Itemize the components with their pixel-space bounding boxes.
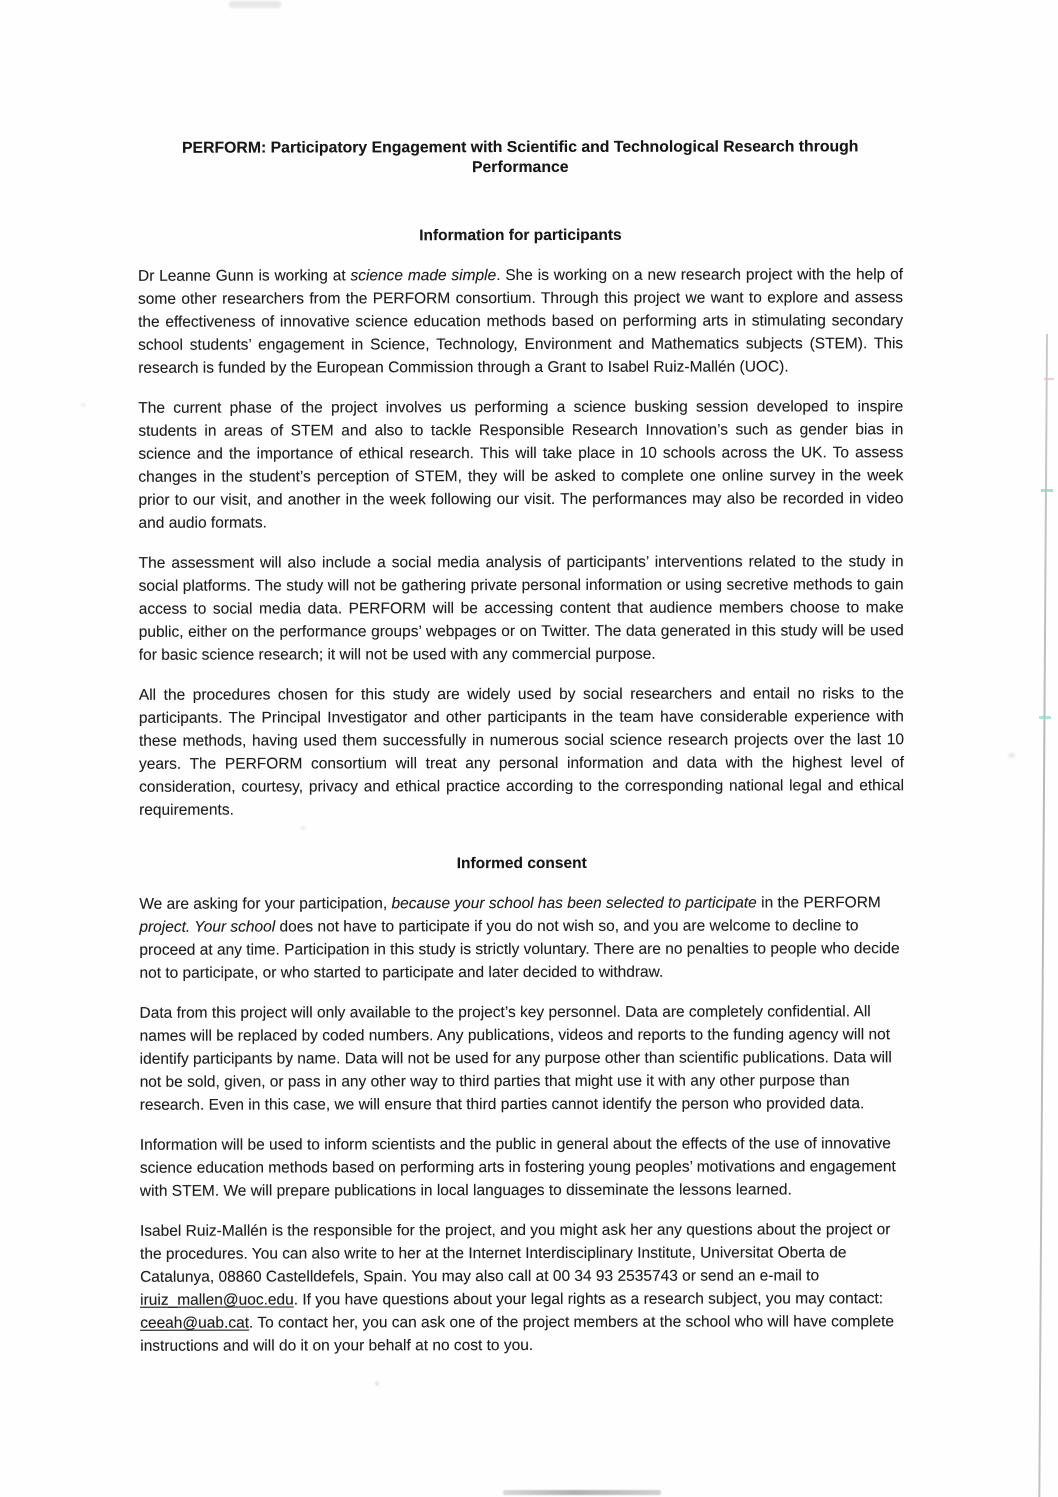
- paragraph-group: [139, 891, 905, 1358]
- paragraph-text: . To contact her, you can ask one of the project members at the school who will have complete instructions and will do it on your behalf at no cost to you.: [140, 1313, 895, 1355]
- paragraph: [139, 682, 904, 822]
- scan-tick-pink: [1044, 378, 1054, 380]
- paragraph-text: in the PERFORM: [756, 894, 881, 912]
- scan-speck: [375, 1381, 379, 1386]
- paragraph-text: . If you have questions about your legal rights as a research subject, you may contact:: [293, 1290, 884, 1309]
- document-title: PERFORM: Participatory Engagement with Scientific and Technological Research through Performance: [181, 138, 859, 177]
- paragraph-text: The current phase of the project involves us performing a science busking session developed to inspire students in areas of STEM and also to tackle Responsible Research Innovation’s such as gender bias in science and the importance of ethical research. This will take place in 10 schools across the UK. To assess changes in the student’s perception of STEM, they will be asked to complete one online survey in the week prior to our visit, and another in the week following our visit. The performances may also be recorded in video and audio formats.: [138, 398, 904, 532]
- document-content: [138, 137, 906, 1375]
- paragraph: [138, 395, 903, 535]
- paragraph: [138, 263, 903, 380]
- paragraph: [139, 891, 904, 985]
- scan-speck: [80, 403, 86, 407]
- scan-tick-teal: [1039, 716, 1051, 719]
- paragraph: [140, 1000, 905, 1117]
- scan-speck: [1008, 753, 1015, 758]
- paragraph: [140, 1218, 905, 1358]
- scan-page-edge-line: [1038, 334, 1048, 1497]
- section-information-for-participants: [138, 223, 904, 822]
- paragraph-text: science made simple: [350, 267, 497, 285]
- paragraph: [140, 1132, 905, 1203]
- paragraph-text: project. Your school: [139, 918, 276, 936]
- email-address-underlined: iruiz_mallen@uoc.edu: [140, 1291, 294, 1309]
- paragraph-text: Isabel Ruiz-Mallén is the responsible for the project, and you might ask her any questions about the project or the procedures. You can also write to her at the Internet Interdisciplinary Institute, Universitat Oberta de Catalunya, 08860 Castelldefels, Spain. You may also call at 00 34 93 2535743 or send an e-mail to: [139, 1221, 891, 1286]
- paragraph-text: Information will be used to inform scientists and the public in general about the effects of the use of innovative science education methods based on performing arts in fostering young peoples’ motivations and engagement with STEM. We will prepare publications in local languages to disseminate the lessons learned.: [139, 1135, 896, 1200]
- paragraph-text: All the procedures chosen for this study are widely used by social researchers and entail no risks to the participants. The Principal Investigator and other participants in the team have considerable experience with these methods, having used them successfully in numerous social science research projects over the last 10 years. The PERFORM consortium will treat any personal information and data with the highest level of consideration, courtesy, privacy and ethical practice according to the corresponding national legal and ethical requirements.: [138, 685, 905, 819]
- paragraph: [139, 550, 904, 667]
- scan-smudge-top: [229, 1, 281, 8]
- scan-smudge-bottom: [503, 1490, 661, 1495]
- paragraph-text: . She is working on a new research project with the help of some other researchers from the PERFORM consortium. Through this project we want to explore and assess the effectiveness of innovative science education methods based on performing arts in stimulating secondary school students’ engagement in Science, Technology, Environment and Mathematics subjects (STEM). This research is funded by the European Commission through a Grant to Isabel Ruiz-Mallén (UOC).: [138, 266, 904, 377]
- paragraph-text: Dr Leanne Gunn is working at: [137, 267, 351, 285]
- paragraph-text: does not have to participate if you do not wish so, and you are welcome to decline to proceed at any time. Participation in this study is strictly voluntary. There are no penalties to people who decide not to participate, or who started to participate and later decided to withdraw.: [139, 917, 900, 982]
- paragraph-text: The assessment will also include a social media analysis of participants’ interventions related to the study in social platforms. The study will not be gathering private personal information or using secretive methods to gain access to social media data. PERFORM will be accessing content that audience members choose to make public, either on the performance groups’ webpages or on Twitter. The data generated in this study will be used for basic science research; it will not be used with any commercial purpose.: [138, 553, 904, 664]
- section-heading-information: Information for participants: [419, 226, 622, 245]
- scan-tick-teal: [1041, 489, 1053, 492]
- section-informed-consent: [139, 851, 905, 1358]
- section-heading-informed-consent: Informed consent: [456, 854, 587, 873]
- paragraph-group: [138, 263, 904, 822]
- paragraph-text: Data from this project will only available to the project’s key personnel. Data are completely confidential. All names will be replaced by coded numbers. Any publications, videos and reports to the funding agency will not identify participants by name. Data will not be used for any purpose other than scientific publications. Data will not be sold, given, or pass in any other way to third parties that might use it with any other purpose than research. Even in this case, we will ensure that third parties cannot identify the person who provided data.: [139, 1003, 892, 1114]
- paragraph-text: We are asking for your participation,: [139, 895, 392, 913]
- paragraph-text: because your school has been selected to participate: [391, 894, 757, 913]
- email-address-underlined: ceeah@uab.cat: [140, 1314, 250, 1332]
